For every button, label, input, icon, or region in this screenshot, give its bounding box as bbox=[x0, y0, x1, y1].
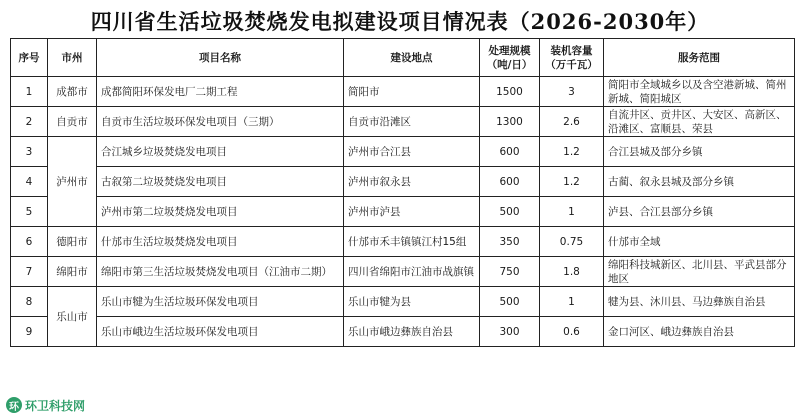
table-row bbox=[11, 287, 795, 317]
table-row bbox=[11, 137, 795, 167]
cell-scope: 什邡市全域 bbox=[604, 227, 795, 257]
cell-name: 古叙第二垃圾焚烧发电项目 bbox=[97, 167, 344, 197]
cell-power: 0.6 bbox=[540, 317, 604, 347]
cell-capacity: 600 bbox=[480, 167, 540, 197]
cell-seq: 9 bbox=[11, 317, 48, 347]
cell-location: 什邡市禾丰镇镇江村15组 bbox=[344, 227, 480, 257]
cell-capacity: 600 bbox=[480, 137, 540, 167]
cell-seq: 2 bbox=[11, 107, 48, 137]
watermark-text: 环卫科技网 bbox=[25, 398, 86, 413]
cell-city: 成都市 bbox=[48, 77, 97, 107]
cell-power: 1.8 bbox=[540, 257, 604, 287]
table-row bbox=[11, 227, 795, 257]
cell-power: 1.2 bbox=[540, 137, 604, 167]
header-scope: 服务范围 bbox=[604, 39, 795, 77]
cell-seq: 6 bbox=[11, 227, 48, 257]
watermark-logo-icon: 环 bbox=[6, 397, 22, 413]
cell-name: 什邡市生活垃圾焚烧发电项目 bbox=[97, 227, 344, 257]
cell-scope: 绵阳科技城新区、北川县、平武县部分地区 bbox=[604, 257, 795, 287]
table-row bbox=[11, 77, 795, 107]
cell-location: 乐山市犍为县 bbox=[344, 287, 480, 317]
cell-seq: 7 bbox=[11, 257, 48, 287]
header-city: 市州 bbox=[48, 39, 97, 77]
cell-scope: 古蔺、叙永县城及部分乡镇 bbox=[604, 167, 795, 197]
table-row bbox=[11, 167, 795, 197]
cell-location: 自贡市沿滩区 bbox=[344, 107, 480, 137]
cell-city: 绵阳市 bbox=[48, 257, 97, 287]
header-power: 装机容量（万千瓦） bbox=[540, 39, 604, 77]
header-location: 建设地点 bbox=[344, 39, 480, 77]
cell-power: 1 bbox=[540, 287, 604, 317]
cell-capacity: 1300 bbox=[480, 107, 540, 137]
cell-city: 自贡市 bbox=[48, 107, 97, 137]
cell-capacity: 500 bbox=[480, 197, 540, 227]
cell-power: 1 bbox=[540, 197, 604, 227]
cell-capacity: 1500 bbox=[480, 77, 540, 107]
cell-scope: 犍为县、沐川县、马边彝族自治县 bbox=[604, 287, 795, 317]
cell-name: 绵阳市第三生活垃圾焚烧发电项目（江油市二期） bbox=[97, 257, 344, 287]
cell-location: 泸州市合江县 bbox=[344, 137, 480, 167]
table-header-row bbox=[11, 39, 795, 77]
cell-scope: 合江县城及部分乡镇 bbox=[604, 137, 795, 167]
page-title: 四川省生活垃圾焚烧发电拟建设项目情况表（2026-2030年） bbox=[90, 9, 710, 34]
table-row bbox=[11, 107, 795, 137]
cell-name: 自贡市生活垃圾环保发电项目（三期） bbox=[97, 107, 344, 137]
cell-seq: 1 bbox=[11, 77, 48, 107]
cell-power: 2.6 bbox=[540, 107, 604, 137]
cell-city: 德阳市 bbox=[48, 227, 97, 257]
cell-location: 乐山市峨边彝族自治县 bbox=[344, 317, 480, 347]
cell-seq: 3 bbox=[11, 137, 48, 167]
cell-name: 泸州市第二垃圾焚烧发电项目 bbox=[97, 197, 344, 227]
cell-location: 简阳市 bbox=[344, 77, 480, 107]
cell-city: 泸州市 bbox=[48, 137, 97, 227]
table-row bbox=[11, 257, 795, 287]
header-seq: 序号 bbox=[11, 39, 48, 77]
header-name: 项目名称 bbox=[97, 39, 344, 77]
cell-location: 泸州市叙永县 bbox=[344, 167, 480, 197]
watermark bbox=[4, 396, 90, 414]
cell-scope: 泸县、合江县部分乡镇 bbox=[604, 197, 795, 227]
cell-name: 合江城乡垃圾焚烧发电项目 bbox=[97, 137, 344, 167]
cell-seq: 8 bbox=[11, 287, 48, 317]
cell-location: 泸州市泸县 bbox=[344, 197, 480, 227]
cell-scope: 金口河区、峨边彝族自治县 bbox=[604, 317, 795, 347]
table-row bbox=[11, 197, 795, 227]
header-capacity: 处理规模（吨/日） bbox=[480, 39, 540, 77]
table-row bbox=[11, 317, 795, 347]
cell-capacity: 750 bbox=[480, 257, 540, 287]
cell-seq: 5 bbox=[11, 197, 48, 227]
cell-scope: 简阳市全域城乡以及含空港新城、简州新城、简阳城区 bbox=[604, 77, 795, 107]
cell-city: 乐山市 bbox=[48, 287, 97, 347]
cell-capacity: 350 bbox=[480, 227, 540, 257]
cell-seq: 4 bbox=[11, 167, 48, 197]
cell-name: 乐山市犍为生活垃圾环保发电项目 bbox=[97, 287, 344, 317]
cell-scope: 自流井区、贡井区、大安区、高新区、沿滩区、富顺县、荣县 bbox=[604, 107, 795, 137]
cell-capacity: 300 bbox=[480, 317, 540, 347]
cell-power: 3 bbox=[540, 77, 604, 107]
project-table bbox=[10, 38, 795, 347]
cell-location: 四川省绵阳市江油市战旗镇 bbox=[344, 257, 480, 287]
cell-power: 1.2 bbox=[540, 167, 604, 197]
cell-name: 成都简阳环保发电厂二期工程 bbox=[97, 77, 344, 107]
cell-power: 0.75 bbox=[540, 227, 604, 257]
cell-capacity: 500 bbox=[480, 287, 540, 317]
cell-name: 乐山市峨边生活垃圾环保发电项目 bbox=[97, 317, 344, 347]
